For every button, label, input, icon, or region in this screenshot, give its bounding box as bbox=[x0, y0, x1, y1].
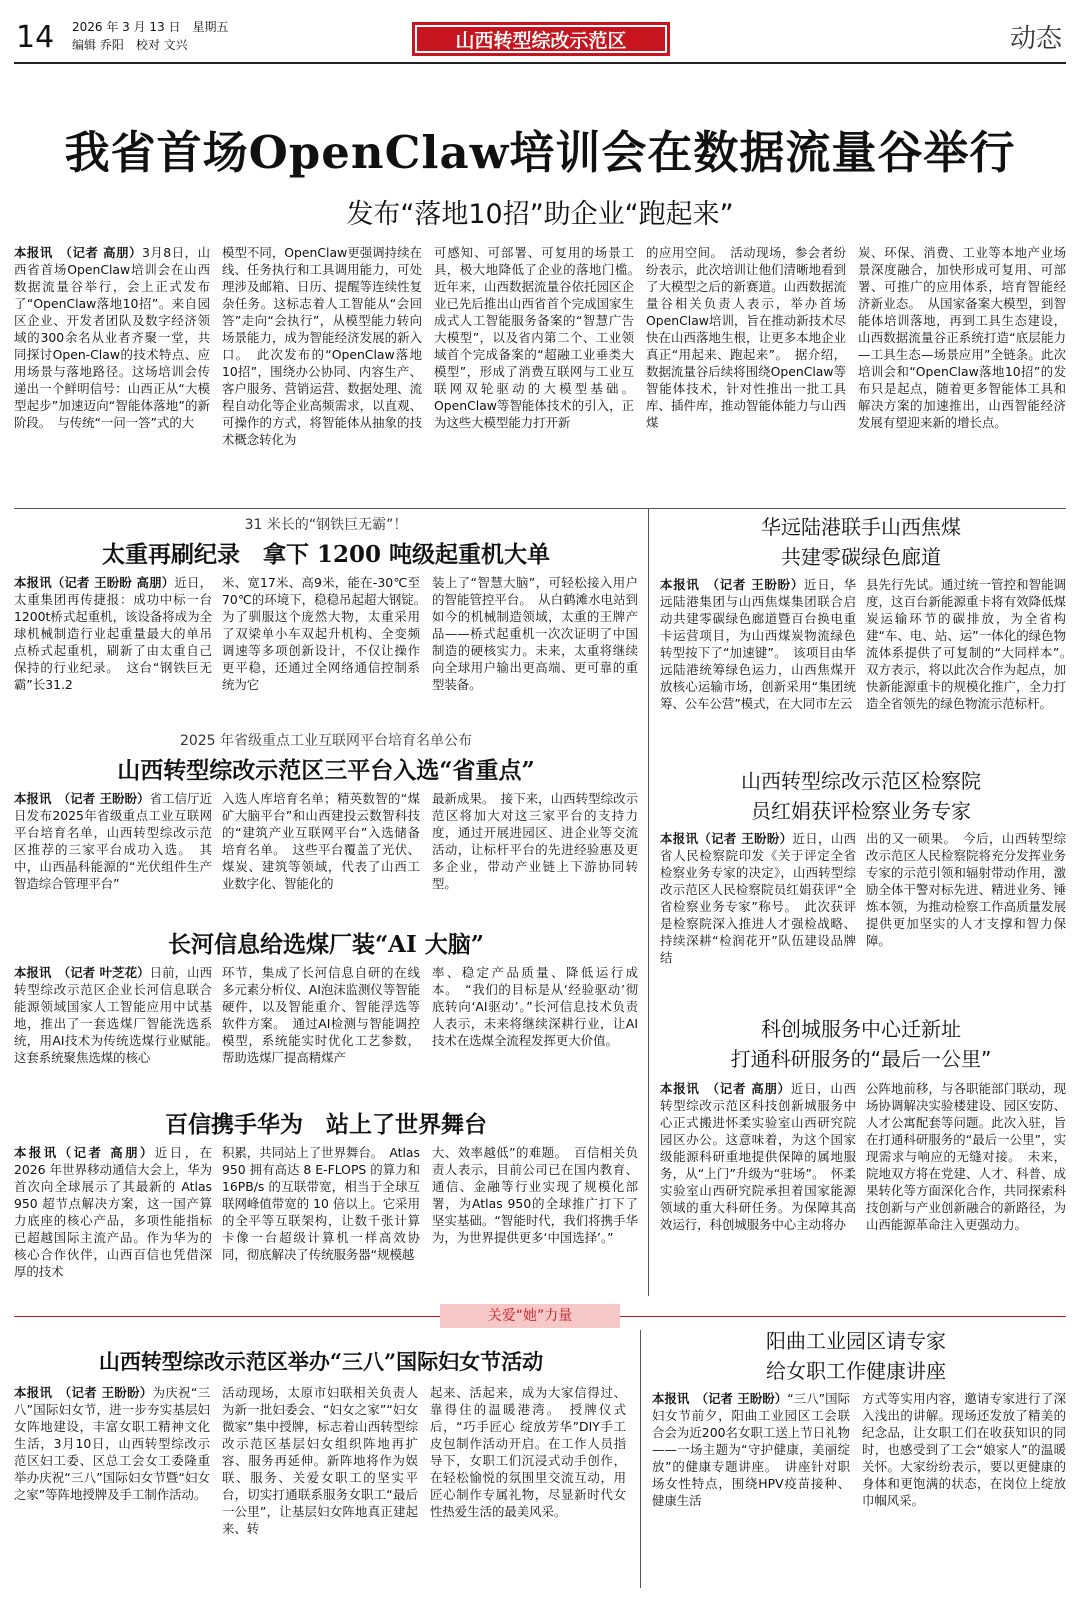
lead-divider bbox=[14, 508, 1066, 509]
prosecutor-byline: 本报讯（记者 王盼盼） bbox=[660, 831, 793, 846]
crane-column-2: 米、宽17米、高9米，能在-30℃至70℃的环境下，稳稳吊起超大钢锭。 为了驯服这个庞然大物，太重采用了双梁单小车双起升机构、全变频调速等多项创新设计，不仅让操作更平稳，还通过全网络通信控制系统为它 bbox=[222, 575, 433, 692]
women-side-title: 阳曲工业园区请专家 给女职工作健康讲座 bbox=[766, 1329, 946, 1383]
women-column-divider bbox=[640, 1330, 641, 1588]
issue-date: 2026 年 3 月 13 日 星期五 bbox=[72, 20, 229, 34]
ai-title: 长河信息给选煤厂装“AI 大脑” bbox=[167, 931, 485, 958]
women-main-byline: 本报讯 （记者 王盼盼） bbox=[14, 1385, 153, 1400]
crane-column-3: 装上了“智慧大脑”，可轻松接入用户的智能管控平台。 从白鹤滩水电站到如今的机械制造领域，太重的王牌产品——桥式起重机一次次证明了中国制造的硬核实力。未来，太重将继续向全球用户输出更高端、更可靠的重型装备。 bbox=[432, 575, 638, 692]
hualu-column-1: 本报讯 （记者 王盼盼）近日，华远陆港集团与山西焦煤集团联合启动共建零碳绿色廊道暨百台换电重卡运营项目，为山西煤炭物流绿色转型按下了“加速键”。 该项目由华远陆港统筹绿色运力，山西焦煤开放核心运输市场，创新采用“集团统筹、公车公营”模式，在大同市左云 bbox=[660, 577, 856, 711]
platform-title: 山西转型综改示范区三平台入选“省重点” bbox=[117, 757, 535, 784]
women-side-column-2: 方式等实用内容，邀请专家进行了深入浅出的讲解。现场还发放了精美的纪念品，让女职工们在收获知识的同时，也感受到了工会“娘家人”的温暖关怀。大家纷纷表示，要以更健康的身体和更饱满的状态，在岗位上绽放巾帼风采。 bbox=[862, 1391, 1066, 1508]
hualu-byline: 本报讯 （记者 王盼盼） bbox=[660, 577, 805, 592]
lead-column-2: 模型不同，OpenClaw更强调持续在线、任务执行和工具调用能力，可处理涉及邮箱、日历、提醒等连续性复杂任务。这标志着人工智能从“会回答”走向“会执行”，从模型能力转向场景能力，成为智能经济发展的新入口。 此次发布的“OpenClaw落地10招”，围绕办公协同、内容生产、客户服务、营销运营、数据处理、流程自动化等企业高频需求，以直观、可操作的方式，将智能体从抽象的技术概念转化为 bbox=[222, 245, 422, 447]
women-main-column-2: 活动现场，太原市妇联相关负责人为新一批妇委会、“妇女之家”“妇女微家”集中授牌，标志着山西转型综改示范区基层妇女组织阵地再扩容、服务再延伸。新阵地将作为娱联、服务、关爱女职工的坚实平台，切实打通联系服务女职工“最后一公里”，让基层妇女阵地真正建起来、转 bbox=[222, 1385, 418, 1536]
prosecutor-column-2: 出的又一硕果。 今后，山西转型综改示范区人民检察院将充分发挥业务专家的示范引领和辐射带动作用，激励全体干警对标先进、精进业务、锤炼本领，为推动检察工作高质量发展提供更加坚实的人才支撑和智力保障。 bbox=[866, 831, 1066, 948]
women-side-column-1: 本报讯 （记者 王盼盼）“三八”国际妇女节前夕，阳曲工业园区工会联合会为近200名女职工送上节日礼物——一场主题为“守护健康，美丽绽放”的健康专题讲座。 讲座针对职场女性特点，围绕HPV疫苗接种、健康生活 bbox=[652, 1391, 850, 1508]
huawei-byline: 本报讯（记者 高朋） bbox=[14, 1145, 155, 1160]
crane-byline: 本报讯（记者 王盼盼 高朋） bbox=[14, 575, 175, 590]
ai-column-1: 本报讯 （记者 叶芝花）日前，山西转型综改示范区企业长河信息联合能源领域国家人工智能应用中试基地，推出了一套选煤厂智能洗选系统，用AI技术为传统选煤行业赋能。 这套系统聚焦选煤的核心 bbox=[14, 965, 225, 1065]
huawei-title: 百信携手华为 站上了世界舞台 bbox=[165, 1111, 487, 1138]
women-side-byline: 本报讯 （记者 王盼盼） bbox=[652, 1391, 788, 1406]
lead-column-5: 炭、环保、消费、工业等本地产业场景深度融合，加快形成可复用、可部署、可推广的应用体系，培育智能经济新业态。 从国家备案大模型，到智能体培训落地，再到工具生态建设，山西数据流量谷正系统打造“底层能力—工具生态—场景应用”全链条。此次培训会和“OpenClaw落地10招”的发布只是起点，随着更多智能体工具和解决方案的加速推出，山西智能经济发展有望迎来新的增长点。 bbox=[858, 245, 1066, 430]
header-rule bbox=[14, 62, 1066, 64]
women-section-tag: 关爱“她”力量 bbox=[440, 1304, 620, 1328]
platform-kicker: 2025 年省级重点工业互联网平台培育名单公布 bbox=[179, 733, 473, 749]
women-main-column-3: 起来、活起来，成为大家信得过、靠得住的温暖港湾。 授牌仪式后，“巧手匠心 绽放芳华”DIY手工皮包制作活动开启。在工作人员指导下，女职工们沉浸式动手创作，在轻松愉悦的氛围里交流互动，用匠心制作专属礼物，尽显新时代女性热爱生活的最美风采。 bbox=[430, 1385, 626, 1519]
women-main-title: 山西转型综改示范区举办“三八”国际妇女节活动 bbox=[98, 1349, 544, 1374]
huawei-column-2: 积累，共同站上了世界舞台。 Atlas 950 拥有高达 8 E-FLOPS 的算力和 16PB/s 的互联带宽，相当于全球互联网峰值带宽的 10 倍以上。它采用的全平等互联架构，让数千张计算卡像一台超级计算机一样高效协同，彻底解决了传统服务器“规模越 bbox=[222, 1145, 420, 1262]
kechuang-title: 科创城服务中心迁新址 打通科研服务的“最后一公里” bbox=[730, 1017, 992, 1071]
column-divider bbox=[648, 508, 649, 1296]
women-main-column-1: 本报讯 （记者 王盼盼）为庆祝“三八”国际妇女节，进一步夯实基层妇女阵地建设，丰富女职工精神文化生活，3月10日，山西转型综改示范区妇工委、区总工会女工委隆重举办庆祝“三八”国际妇女节暨“妇女之家”等阵地授牌及手工制作活动。 bbox=[14, 1385, 210, 1502]
platform-column-3: 最新成果。 接下来，山西转型综改示范区将加大对这三家平台的支持力度，通过开展进园区、进企业等交流活动，让标杆平台的先进经验惠及更多企业，带动产业链上下游协同转型。 bbox=[432, 791, 638, 891]
section-tag: 山西转型综改示范区 bbox=[412, 22, 670, 56]
kechuang-column-1: 本报讯 （记者 高朋）近日，山西转型综改示范区科技创新城服务中心正式搬进怀柔实验室山西研究院园区办公。这意味着，为这个国家级能源科研重地提供保障的属地服务，从“上门”升级为“驻场”。 怀柔实验室山西研究院承担着国家能源领域的重大科研任务。为保障其高效运行，科创城服务中心主动将办 bbox=[660, 1081, 857, 1232]
editors-line: 编辑 乔阳 校对 文兴 bbox=[72, 38, 188, 52]
lead-column-3: 可感知、可部署、可复用的场景工具，极大地降低了企业的落地门槛。 近年来，山西数据流量谷依托园区企业已先后推出山西省首个完成国家生成式人工智能服务备案的“智慧广告大模型”，以及省内第二个、工业领域首个完成备案的“超融工业垂类大模型”，形成了消费互联网与工业互联网双轮驱动的大模型基础。OpenClaw等智能体技术的引入，正为这些大模型能力打开新 bbox=[434, 245, 647, 430]
page-number: 14 bbox=[16, 20, 55, 55]
kechuang-column-2: 公阵地前移，与各职能部门联动，现场协调解决实验楼建设、园区安防、人才公寓配套等问题。此次入驻，旨在打通科研服务的“最后一公里”，实现需求与响应的无缝对接。 未来，院地双方将在党建、人才、科普、成果转化等方面深化合作，共同探索科技创新与产业创新融合的新路径，为山西能源革命注入更强动力。 bbox=[866, 1081, 1066, 1232]
lead-column-4: 的应用空间。 活动现场，参会者纷纷表示，此次培训让他们清晰地看到了大模型之后的新赛道。山西数据流量谷相关负责人表示，举办首场OpenClaw培训，旨在推动新技术尽快在山西落地生根，让更多本地企业真正“用起来、跑起来”。 据介绍，数据流量谷后续将围绕OpenClaw等智能体技术，针对性推出一批工具库、插件库，推动智能体能力与山西煤 bbox=[646, 245, 846, 430]
crane-kicker: 31 米长的“钢铁巨无霸”！ bbox=[244, 517, 408, 533]
platform-byline: 本报讯 （记者 王盼盼） bbox=[14, 791, 150, 806]
lead-byline: 本报讯 （记者 高朋） bbox=[14, 245, 142, 260]
platform-column-2: 入选人库培育名单；精英数智的“煤矿大脑平台”和山西建投云数智科技的“建筑产业互联网平台”入选储备培育名单。 这些平台覆盖了光伏、煤炭、建筑等领域，代表了山西工业数字化、智能化的 bbox=[222, 791, 420, 891]
huawei-column-3: 大、效率越低”的难题。 百信相关负责人表示，目前公司已在国内教育、通信、金融等行业实现了规模化部署，为Atlas 950的全球推广打下了坚实基础。“智能时代，我们将携手华为，为世界提供更多‘中国选择’。” bbox=[432, 1145, 638, 1245]
prosecutor-column-1: 本报讯（记者 王盼盼）近日，山西省人民检察院印发《关于评定全省检察业务专家的决定》，山西转型综改示范区人民检察院员红娟获评“全省检察业务专家”称号。 此次获评是检察院深入推进人才强检战略、持续深耕“检润花开”队伍建设品牌结 bbox=[660, 831, 856, 965]
crane-title: 太重再刷纪录 拿下 1200 吨级起重机大单 bbox=[101, 541, 551, 568]
crane-column-1: 本报讯（记者 王盼盼 高朋）近日，太重集团再传捷报：成功中标一台1200t桥式起重机，该设备将成为全球机械制造行业起重量最大的单吊点桥式起重机，刷新了由太重自己保持的行业纪录。 这台“钢铁巨无霸”长31.2 bbox=[14, 575, 212, 692]
platform-column-1: 本报讯 （记者 王盼盼）省工信厅近日发布2025年省级重点工业互联网平台培育名单，山西转型综改示范区推荐的三家平台成功入选。 其中，山西晶科能源的“光伏组件生产智造综合管理平台” bbox=[14, 791, 212, 891]
lead-headline: 我省首场OpenClaw培训会在数据流量谷举行 bbox=[64, 126, 1016, 179]
lead-column-1: 本报讯 （记者 高朋）3月8日，山西省首场OpenClaw培训会在山西数据流量谷举行，会上正式发布了“OpenClaw落地10招”。来自园区企业、开发者团队及数字经济领域的300余名从业者齐聚一堂，共同探讨Open-Claw的技术特点、应用场景与落地路径。这场培训会传递出一个鲜明信号：山西正从“大模型起步”加速迈向“智能体落地”的新阶段。 与传统“一问一答”式的大 bbox=[14, 245, 210, 430]
huawei-column-1: 本报讯（记者 高朋）近日，在 2026 年世界移动通信大会上，华为首次向全球展示了其最新的 Atlas 950 超节点解决方案，这一国产算力底座的核心产品，多项性能指标已超越国际主流产品。作为华为的核心合作伙伴，山西百信也凭借深厚的技术 bbox=[14, 1145, 212, 1279]
ai-column-2: 环节，集成了长河信息自研的在线多元素分析仪、AI泡沫监测仪等智能硬件，以及智能重介、智能浮选等软件方案。 通过AI检测与智能调控模型，系统能实时优化工艺参数，帮助选煤厂提高精煤产 bbox=[222, 965, 420, 1065]
lead-subhead: 发布“落地10招”助企业“跑起来” bbox=[346, 199, 734, 230]
hualu-column-2: 县先行先试。通过统一管控和智能调度，这百台新能源重卡将有效降低煤炭运输环节的碳排放，为全省构建“车、电、站、运”一体化的绿色物流体系提供了可复制的“大同样本”。 双方表示，将以此次合作为起点，加快新能源重卡的规模化推广，全力打造全省领先的绿色物流示范标杆。 bbox=[866, 577, 1079, 711]
hualu-title: 华远陆港联手山西焦煤 共建零碳绿色廊道 bbox=[761, 515, 961, 569]
section-name: 动态 bbox=[1009, 24, 1062, 54]
prosecutor-title: 山西转型综改示范区检察院 员红娟获评检察业务专家 bbox=[741, 769, 981, 823]
ai-column-3: 率、稳定产品质量、降低运行成本。 “我们的目标是从‘经验驱动’彻底转向‘AI驱动’。”长河信息技术负责人表示，未来将继续深耕行业，让AI技术在选煤全流程发挥更大价值。 bbox=[432, 965, 638, 1048]
ai-byline: 本报讯 （记者 叶芝花） bbox=[14, 965, 150, 980]
kechuang-byline: 本报讯 （记者 高朋） bbox=[660, 1081, 791, 1096]
